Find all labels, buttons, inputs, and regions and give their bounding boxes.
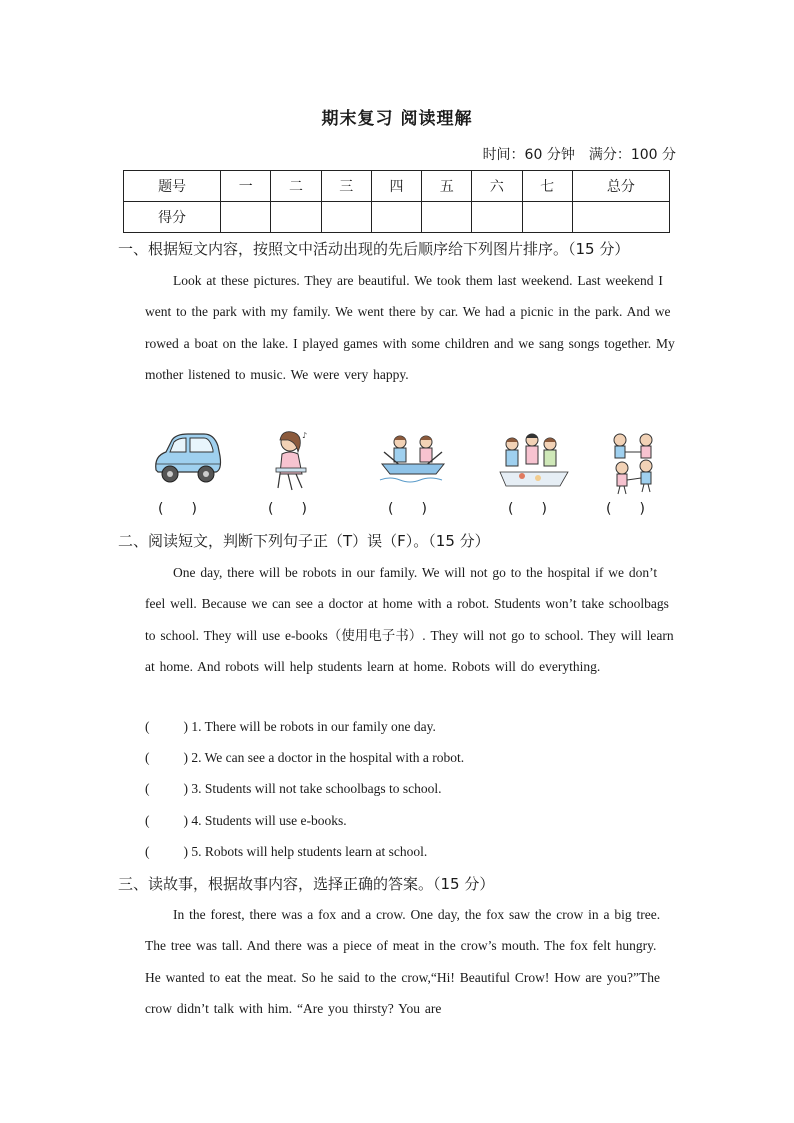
rowing-boat-picture xyxy=(378,430,448,486)
time-and-score-info: 时间：60 分钟 满分：100 分 xyxy=(482,147,676,163)
answer-blank-3[interactable]: ( ) xyxy=(388,501,427,517)
score-cell[interactable] xyxy=(522,202,572,233)
svg-text:♪: ♪ xyxy=(302,431,308,440)
header-cell: 总分 xyxy=(572,171,669,202)
children-playing-picture xyxy=(608,430,658,496)
tf-item: ( ) 2. We can see a doctor in the hospital with a robot. xyxy=(145,750,465,765)
section1-heading: 一、根据短文内容，按照文中活动出现的先后顺序给下列图片排序。（15 分） xyxy=(118,240,630,258)
score-cell[interactable] xyxy=(472,202,522,233)
score-cell[interactable] xyxy=(221,202,271,233)
header-cell: 题号 xyxy=(124,171,221,202)
section2-heading: 二、阅读短文，判断下列句子正（T）误（F）。（15 分） xyxy=(118,532,490,550)
header-cell: 六 xyxy=(472,171,522,202)
header-cell: 四 xyxy=(371,171,421,202)
score-table xyxy=(123,170,670,233)
answer-blank-2[interactable]: ( ) xyxy=(268,501,307,517)
tf-item: ( ) 5. Robots will help students learn at school. xyxy=(145,844,428,859)
car-picture xyxy=(150,430,224,490)
section2-passage: One day, there will be robots in our family. We will not go to the hospital if we don’t feel well. Because we can see a doctor at home with a robot. Students won’t take schoolbags to school. They will use e-books（使用电子书）. They will not go to school. They will learn at home. And robots will help students learn at home. Robots will do everything. xyxy=(145,565,674,674)
answer-blank-5[interactable]: ( ) xyxy=(606,501,645,517)
score-cell[interactable] xyxy=(572,202,669,233)
tf-item: ( ) 4. Students will use e-books. xyxy=(145,813,347,828)
score-cell[interactable] xyxy=(371,202,421,233)
answer-blank-1[interactable]: ( ) xyxy=(158,501,197,517)
page-title: 期末复习 阅读理解 xyxy=(321,109,473,129)
score-cell[interactable] xyxy=(321,202,371,233)
score-cell[interactable] xyxy=(422,202,472,233)
section3-passage: In the forest, there was a fox and a crow. One day, the fox saw the crow in a big tree. The tree was tall. And there was a piece of meat in the crow’s mouth. The fox felt hungry. He wanted to eat the meat. So he said to the crow,“Hi! Beautiful Crow! How are you?”The crow didn’t talk with him. “Are you thirsty? You are xyxy=(145,907,661,1016)
score-table-score-row xyxy=(124,202,670,233)
header-cell: 一 xyxy=(221,171,271,202)
score-table-header-row xyxy=(124,171,670,202)
section3-heading: 三、读故事，根据故事内容，选择正确的答案。（15 分） xyxy=(118,875,495,893)
header-cell: 七 xyxy=(522,171,572,202)
woman-listening-music-picture xyxy=(268,430,314,496)
header-cell: 五 xyxy=(422,171,472,202)
tf-item: ( ) 3. Students will not take schoolbags to school. xyxy=(145,781,442,796)
answer-blank-4[interactable]: ( ) xyxy=(508,501,547,517)
section1-passage: Look at these pictures. They are beautiful. We took them last weekend. Last weekend I went to the park with my family. We went there by car. We had a picnic in the park. And we rowed a boat on the lake. I played games with some children and we sang songs together. My mother listened to music. We were very happy. xyxy=(145,273,675,382)
header-cell: 二 xyxy=(271,171,321,202)
tf-item: ( ) 1. There will be robots in our family one day. xyxy=(145,719,436,734)
header-cell: 三 xyxy=(321,171,371,202)
row-label-cell: 得分 xyxy=(124,202,221,233)
picnic-picture xyxy=(498,430,570,488)
score-cell[interactable] xyxy=(271,202,321,233)
